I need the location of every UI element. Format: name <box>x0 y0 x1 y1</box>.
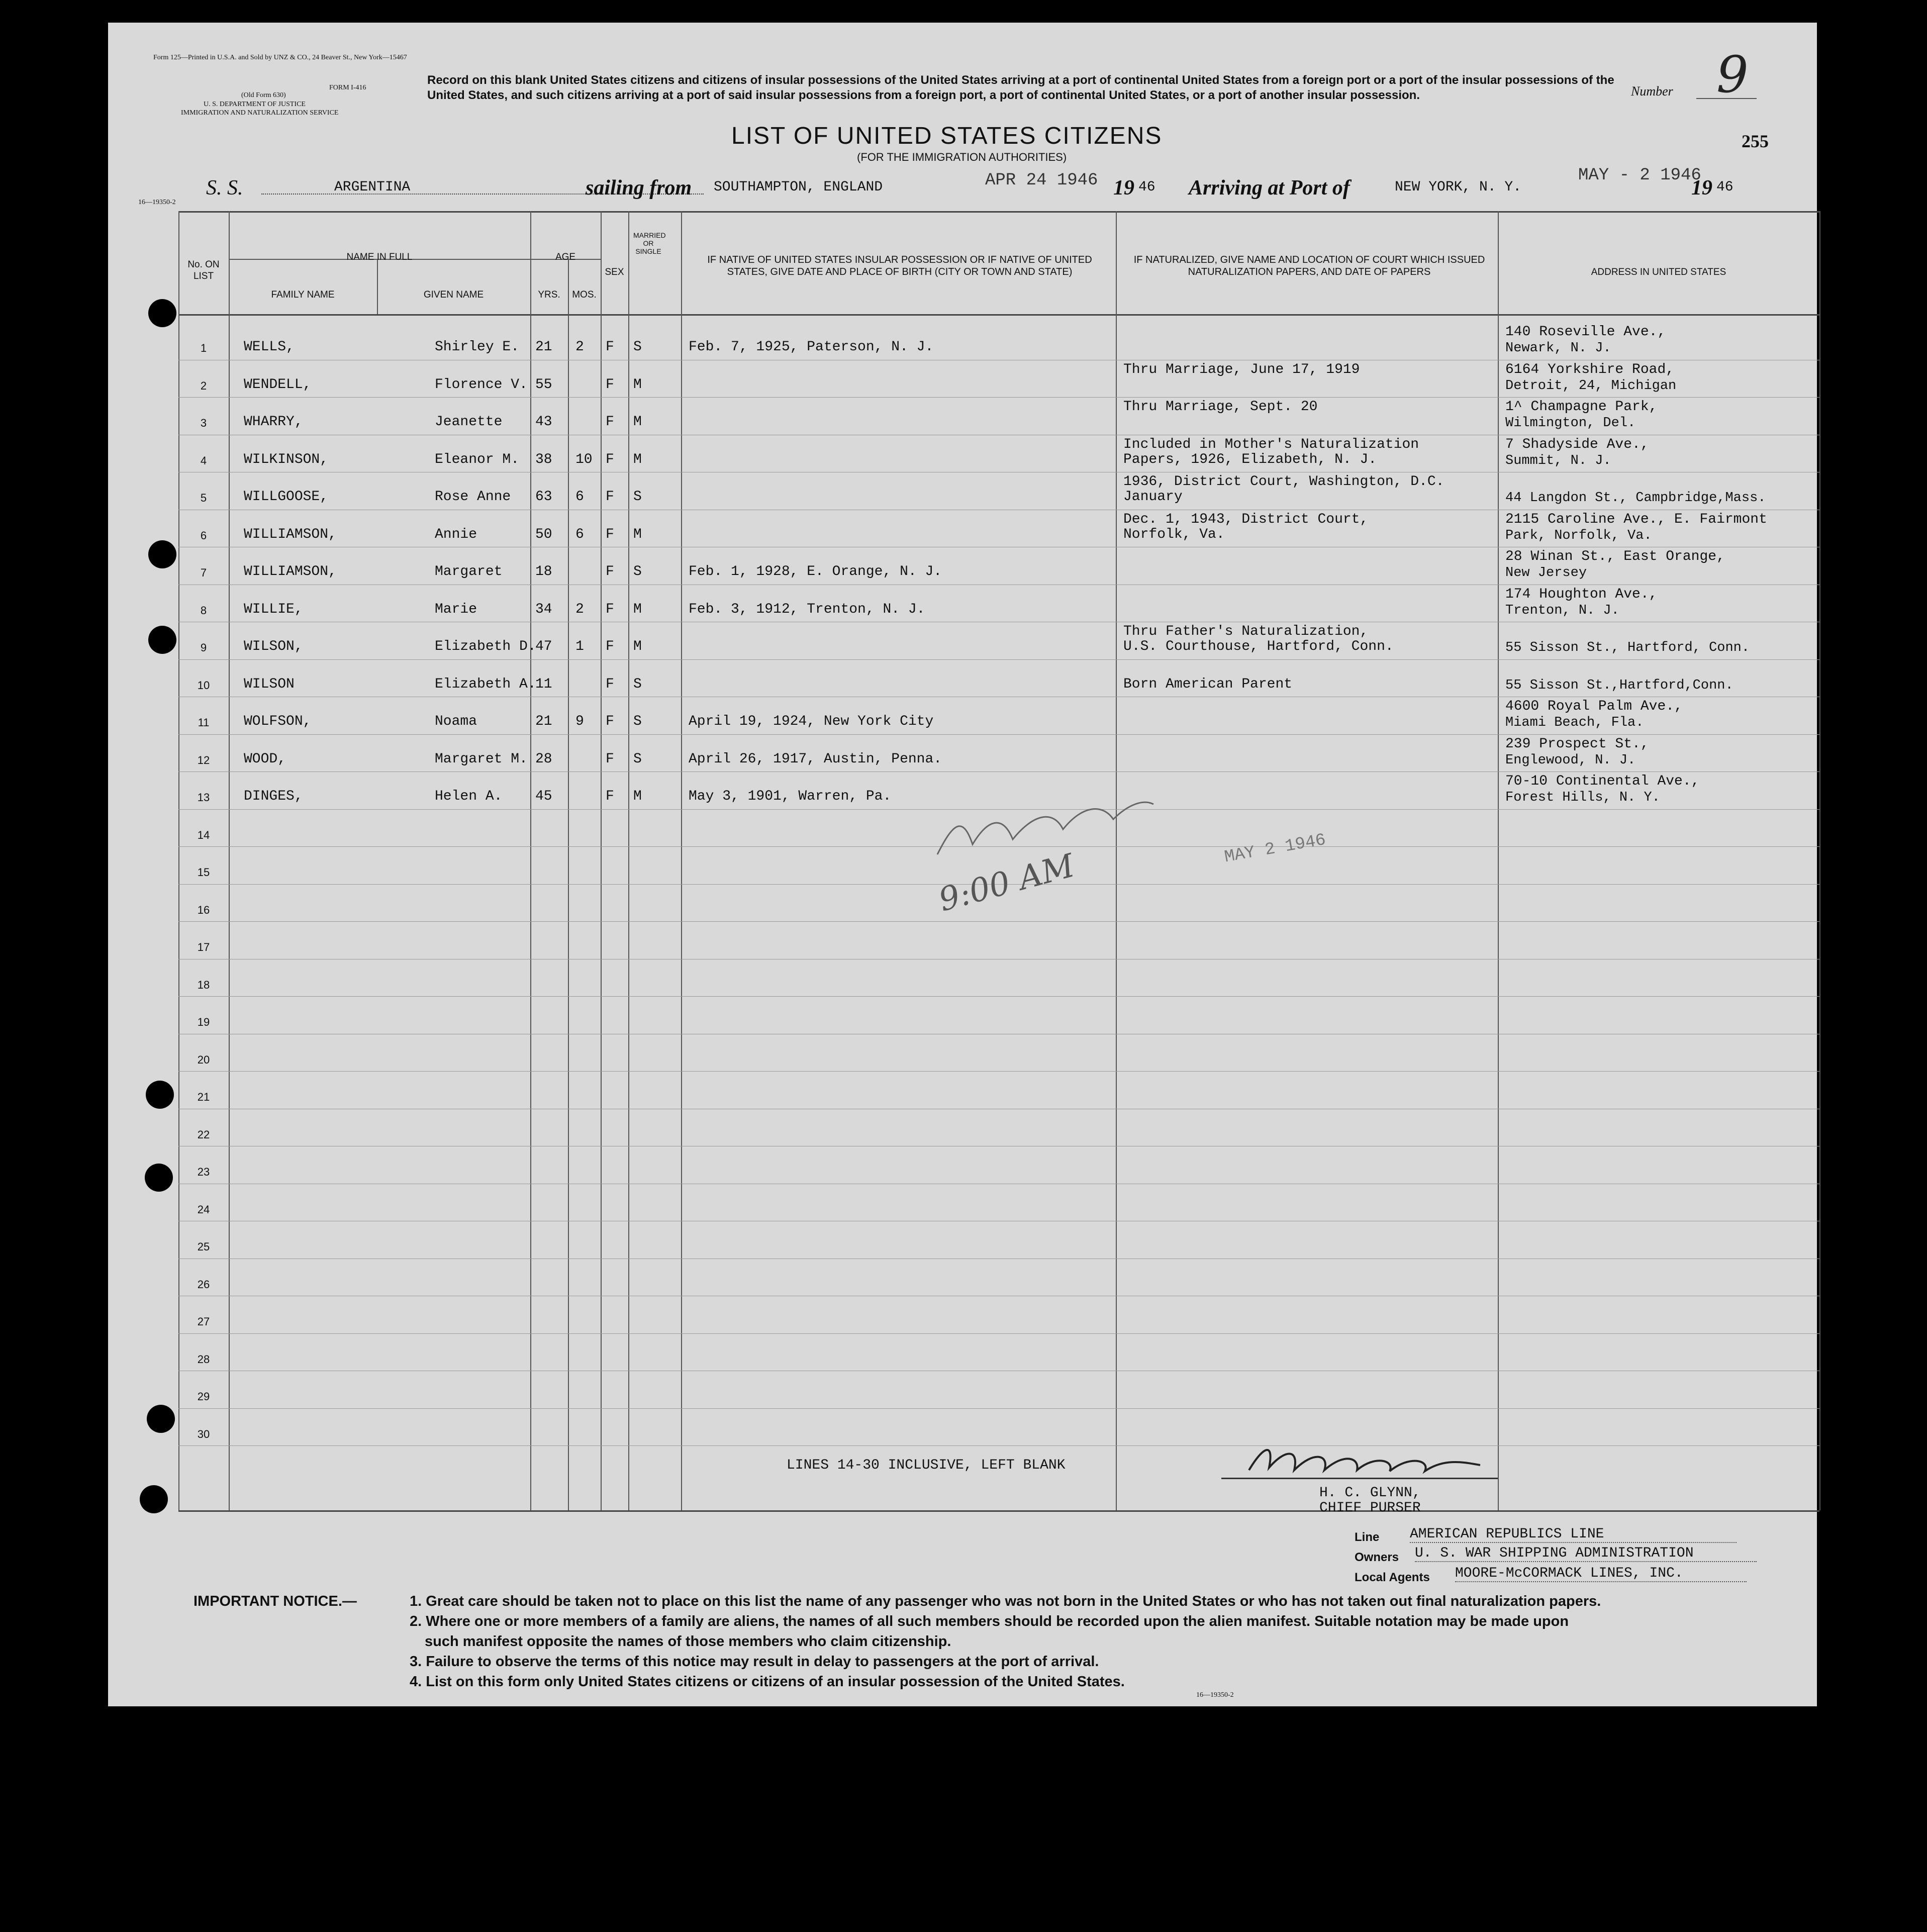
sex: F <box>606 564 614 579</box>
ss-label: S. S. <box>206 176 243 200</box>
notice-1: 1. Great care should be taken not to place on this list the name of any passenger who was not born in the United States or who has not taken out final naturalization papers. <box>410 1593 1601 1609</box>
row-number: 23 <box>197 1166 210 1178</box>
handwritten-scribble <box>932 794 1159 864</box>
sex: F <box>606 789 614 804</box>
header-married-single: MARRIED OR SINGLE <box>633 231 666 255</box>
punch-hole <box>146 1081 174 1109</box>
age-months: 6 <box>575 526 584 542</box>
sex: F <box>606 526 614 542</box>
marital-status: M <box>633 376 642 393</box>
address-line-2: New Jersey <box>1505 565 1587 581</box>
address-line-2: Summit, N. J. <box>1505 453 1611 468</box>
row-number: 22 <box>197 1128 210 1141</box>
marital-status: S <box>633 339 642 355</box>
sex: F <box>606 451 614 467</box>
number-label: Number <box>1631 84 1673 99</box>
address-line-2: Miami Beach, Fla. <box>1505 715 1644 730</box>
marital-status: S <box>633 751 642 767</box>
naturalization-line-1: Thru Father's Naturalization, <box>1123 624 1369 639</box>
marital-status: M <box>633 526 642 542</box>
year1: 46 <box>1138 179 1155 195</box>
row-number: 5 <box>200 492 207 504</box>
age-years: 34 <box>535 601 552 617</box>
age-months: 1 <box>575 639 584 654</box>
row-number: 11 <box>198 716 210 729</box>
marital-status: M <box>633 639 642 654</box>
instructions: Record on this blank United States citizens and citizens of insular possessions of the United States arriving at a port of continental United States from a foreign port or a port of the insular possessions of the United States, and such citizens arriving at a port of said insular possessions from a foreign port, a port of continental United States, or a port of another insular possession. <box>427 73 1614 102</box>
birth-info: Feb. 7, 1925, Paterson, N. J. <box>689 339 934 355</box>
header-yrs: YRS. <box>538 289 560 300</box>
family-name: WILSON, <box>244 639 303 654</box>
age-years: 55 <box>535 376 552 393</box>
handwritten-time: 9:00 AM <box>935 847 1079 919</box>
year1-prefix: 19 <box>1113 176 1134 200</box>
number-value: 9 <box>1716 45 1749 104</box>
row-rule <box>178 771 1819 772</box>
marital-status: M <box>633 451 642 467</box>
row-number: 9 <box>200 641 207 654</box>
family-name: WILLIAMSON, <box>244 564 337 579</box>
notice-2-cont: such manifest opposite the names of those members who claim citizenship. <box>425 1633 951 1650</box>
ship-name: ARGENTINA <box>334 179 411 195</box>
notice-3: 3. Failure to observe the terms of this notice may result in delay to passengers at the port of arrival. <box>410 1654 1099 1670</box>
row-number: 2 <box>200 379 207 392</box>
family-name: WENDELL, <box>244 376 312 393</box>
marital-status: S <box>633 714 642 729</box>
row-rule <box>178 1408 1819 1409</box>
row-rule <box>178 1445 1819 1446</box>
given-name: Shirley E. <box>435 339 520 355</box>
sailing-from: SOUTHAMPTON, ENGLAND <box>714 179 883 195</box>
sex: F <box>606 676 614 692</box>
punch-hole <box>140 1485 168 1513</box>
manifest-table <box>178 211 1819 1516</box>
notice-4: 4. List on this form only United States citizens or citizens of an insular possession of the United States. <box>410 1674 1125 1690</box>
punch-hole <box>145 1164 173 1192</box>
row-number: 21 <box>197 1091 210 1103</box>
header-address: ADDRESS IN UNITED STATES <box>1591 267 1726 277</box>
naturalization-line-1: 1936, District Court, Washington, D.C. <box>1123 474 1444 490</box>
row-number: 7 <box>200 566 207 579</box>
marital-status: S <box>633 489 642 505</box>
page-title: LIST OF UNITED STATES CITIZENS <box>731 123 1163 149</box>
row-number: 27 <box>197 1315 210 1328</box>
age-years: 38 <box>535 451 552 467</box>
arrival-port: NEW YORK, N. Y. <box>1395 179 1522 195</box>
row-number: 25 <box>197 1240 210 1253</box>
birth-info: April 26, 1917, Austin, Penna. <box>689 751 942 767</box>
address-line-2: Trenton, N. J. <box>1505 603 1619 618</box>
marital-status: S <box>633 676 642 692</box>
row-number: 26 <box>197 1278 210 1291</box>
notice-heading: IMPORTANT NOTICE.— <box>194 1593 357 1609</box>
row-number: 16 <box>197 903 210 916</box>
dept-line-2: IMMIGRATION AND NATURALIZATION SERVICE <box>181 109 339 117</box>
address-line-1: 4600 Royal Palm Ave., <box>1505 699 1683 714</box>
given-name: Margaret <box>435 564 503 579</box>
address-line-1: 28 Winan St., East Orange, <box>1505 549 1725 564</box>
row-number: 24 <box>197 1203 210 1216</box>
given-name: Jeanette <box>435 414 503 430</box>
arrive-date-stamp: MAY - 2 1946 <box>1578 166 1701 185</box>
row-number: 10 <box>197 679 210 692</box>
given-name: Helen A. <box>435 789 503 804</box>
row-number: 30 <box>197 1427 210 1440</box>
given-name: Elizabeth D. <box>435 639 536 654</box>
row-number: 4 <box>200 454 207 467</box>
row-number: 1 <box>200 342 207 354</box>
row-number: 20 <box>197 1053 210 1066</box>
address-line-1: 6164 Yorkshire Road, <box>1505 361 1675 377</box>
owners-value: U. S. WAR SHIPPING ADMINISTRATION <box>1415 1545 1757 1562</box>
address-line-2: 55 Sisson St.,Hartford,Conn. <box>1505 678 1733 693</box>
age-years: 11 <box>535 676 552 692</box>
row-number: 8 <box>200 604 207 617</box>
age-months: 10 <box>575 451 593 467</box>
row-number: 15 <box>197 866 210 879</box>
row-number: 14 <box>197 828 210 841</box>
header-birth: IF NATIVE OF UNITED STATES INSULAR POSSESSION OR IF NATIVE OF UNITED STATES, GIVE DATE AND PLACE OF BIRTH (CITY OR TOWN AND STATE) <box>707 254 1092 277</box>
sail-date-stamp: APR 24 1946 <box>985 171 1098 190</box>
family-name: DINGES, <box>244 789 303 804</box>
header-given-name: GIVEN NAME <box>423 289 484 300</box>
marital-status: M <box>633 601 642 617</box>
naturalization-line-2: Born American Parent <box>1123 676 1293 692</box>
line-value: AMERICAN REPUBLICS LINE <box>1410 1526 1737 1543</box>
row-rule <box>178 921 1819 922</box>
dept-line-1: U. S. DEPARTMENT OF JUSTICE <box>204 101 306 108</box>
year2-prefix: 19 <box>1691 176 1712 200</box>
address-line-2: 44 Langdon St., Campbridge,Mass. <box>1505 491 1766 506</box>
page-number: 255 <box>1742 131 1769 151</box>
address-line-1: 70-10 Continental Ave., <box>1505 774 1700 789</box>
age-years: 47 <box>535 639 552 654</box>
family-name: WILSON <box>244 676 295 692</box>
sex: F <box>606 714 614 729</box>
header-naturalized: IF NATURALIZED, GIVE NAME AND LOCATION OF COURT WHICH ISSUED NATURALIZATION PAPERS, AND DATE OF PAPERS <box>1133 254 1485 277</box>
given-name: Rose Anne <box>435 489 511 505</box>
family-name: WILKINSON, <box>244 451 329 467</box>
sex: F <box>606 601 614 617</box>
marital-status: S <box>633 564 642 579</box>
signature-mark <box>1244 1440 1485 1480</box>
row-rule <box>178 996 1819 997</box>
age-years: 45 <box>535 789 552 804</box>
age-years: 21 <box>535 714 552 729</box>
age-years: 18 <box>535 564 552 579</box>
header-name-in-full: NAME IN FULL <box>346 252 413 262</box>
row-number: 17 <box>197 941 210 953</box>
blank-lines-note: LINES 14-30 INCLUSIVE, LEFT BLANK <box>787 1458 1066 1473</box>
header-age: AGE <box>555 252 576 262</box>
address-line-1: 7 Shadyside Ave., <box>1505 436 1649 452</box>
row-rule <box>178 1333 1819 1334</box>
year2: 46 <box>1716 179 1733 195</box>
form-printer-line: Form 125—Printed in U.S.A. and Sold by UNZ & CO., 24 Beaver St., New York—15467 <box>153 54 407 61</box>
age-months: 9 <box>575 714 584 729</box>
birth-info: Feb. 1, 1928, E. Orange, N. J. <box>689 564 942 579</box>
row-rule <box>178 734 1819 735</box>
naturalization-line-2: Norfolk, Va. <box>1123 526 1225 542</box>
family-name: WOOD, <box>244 751 286 767</box>
sex: F <box>606 376 614 393</box>
row-rule <box>178 659 1819 660</box>
agents-value: MOORE-McCORMACK LINES, INC. <box>1455 1566 1747 1582</box>
age-years: 50 <box>535 526 552 542</box>
given-name: Noama <box>435 714 477 729</box>
sailing-label: sailing from <box>586 176 692 200</box>
naturalization-line-2: U.S. Courthouse, Hartford, Conn. <box>1123 639 1394 654</box>
notice-2: 2. Where one or more members of a family are aliens, the names of all such members should be recorded upon the alien manifest. Suitable notation may be made upon <box>410 1613 1569 1629</box>
sex: F <box>606 339 614 355</box>
row-number: 19 <box>197 1016 210 1028</box>
page-subtitle: (FOR THE IMMIGRATION AUTHORITIES) <box>857 151 1067 163</box>
address-line-2: Wilmington, Del. <box>1505 416 1636 431</box>
signer-title: CHIEF PURSER <box>1319 1500 1421 1516</box>
row-rule <box>178 397 1819 398</box>
row-number: 28 <box>197 1353 210 1366</box>
arriving-label: Arriving at Port of <box>1189 176 1350 200</box>
header-no: No. ON LIST <box>187 259 220 281</box>
punch-hole <box>147 1405 175 1433</box>
footer-code: 16—19350-2 <box>1196 1691 1234 1699</box>
sex: F <box>606 639 614 654</box>
punch-hole <box>148 540 176 568</box>
naturalization-line-2: January <box>1123 489 1183 505</box>
sex: F <box>606 489 614 505</box>
line-label: Line <box>1355 1530 1380 1544</box>
given-name: Eleanor M. <box>435 451 520 467</box>
family-name: WELLS, <box>244 339 295 355</box>
family-name: WILLGOOSE, <box>244 489 329 505</box>
family-name: WILLIAMSON, <box>244 526 337 542</box>
agents-label: Local Agents <box>1355 1571 1430 1584</box>
age-years: 21 <box>535 339 552 355</box>
address-line-2: Detroit, 24, Michigan <box>1505 378 1677 394</box>
row-number: 6 <box>200 529 207 542</box>
address-line-1: 140 Roseville Ave., <box>1505 324 1666 340</box>
row-number: 13 <box>197 791 210 804</box>
form-id: FORM I-416 <box>329 84 366 91</box>
family-name: WHARRY, <box>244 414 303 430</box>
address-line-1: 239 Prospect St., <box>1505 736 1649 752</box>
marital-status: M <box>633 789 642 804</box>
header-family-name: FAMILY NAME <box>271 289 335 300</box>
birth-info: Feb. 3, 1912, Trenton, N. J. <box>689 601 925 617</box>
row-number: 29 <box>197 1390 210 1403</box>
given-name: Annie <box>435 526 477 542</box>
given-name: Marie <box>435 601 477 617</box>
address-line-1: 1^ Champagne Park, <box>1505 399 1658 415</box>
family-name: WILLIE, <box>244 601 303 617</box>
received-stamp: MAY 2 1946 <box>1223 830 1327 867</box>
given-name: Florence V. <box>435 376 528 393</box>
age-months: 2 <box>575 339 584 355</box>
punch-hole <box>148 299 176 327</box>
naturalization-line-1: Included in Mother's Naturalization <box>1123 436 1419 452</box>
stock-code: 16—19350-2 <box>138 199 176 206</box>
address-line-2: Newark, N. J. <box>1505 341 1611 356</box>
row-rule <box>178 1071 1819 1072</box>
address-line-2: Englewood, N. J. <box>1505 752 1636 768</box>
header-mos: MOS. <box>572 289 597 300</box>
age-years: 28 <box>535 751 552 767</box>
naturalization-line-1: Thru Marriage, June 17, 1919 <box>1123 361 1360 377</box>
punch-hole <box>148 626 176 654</box>
signer-name: H. C. GLYNN, <box>1319 1485 1421 1501</box>
address-line-2: Park, Norfolk, Va. <box>1505 528 1652 543</box>
naturalization-line-1: Dec. 1, 1943, District Court, <box>1123 511 1369 527</box>
row-number: 18 <box>197 978 210 991</box>
birth-info: May 3, 1901, Warren, Pa. <box>689 789 892 804</box>
header-sex: SEX <box>605 267 624 277</box>
age-years: 63 <box>535 489 552 505</box>
address-line-1: 2115 Caroline Ave., E. Fairmont <box>1505 511 1767 527</box>
given-name: Margaret M. <box>435 751 528 767</box>
address-line-2: 55 Sisson St., Hartford, Conn. <box>1505 640 1750 655</box>
row-number: 3 <box>200 417 207 429</box>
owners-label: Owners <box>1355 1551 1399 1564</box>
age-months: 6 <box>575 489 584 505</box>
naturalization-line-2: Papers, 1926, Elizabeth, N. J. <box>1123 451 1377 467</box>
given-name: Elizabeth A. <box>435 676 536 692</box>
row-number: 12 <box>197 753 210 766</box>
age-years: 43 <box>535 414 552 430</box>
marital-status: M <box>633 414 642 430</box>
sex: F <box>606 751 614 767</box>
address-line-1: 174 Houghton Ave., <box>1505 586 1658 602</box>
address-line-2: Forest Hills, N. Y. <box>1505 790 1660 805</box>
manifest-page <box>108 23 1817 1706</box>
form-old: (Old Form 630) <box>241 91 286 99</box>
age-months: 2 <box>575 601 584 617</box>
sex: F <box>606 414 614 430</box>
family-name: WOLFSON, <box>244 714 312 729</box>
birth-info: April 19, 1924, New York City <box>689 714 934 729</box>
naturalization-line-1: Thru Marriage, Sept. 20 <box>1123 399 1318 415</box>
